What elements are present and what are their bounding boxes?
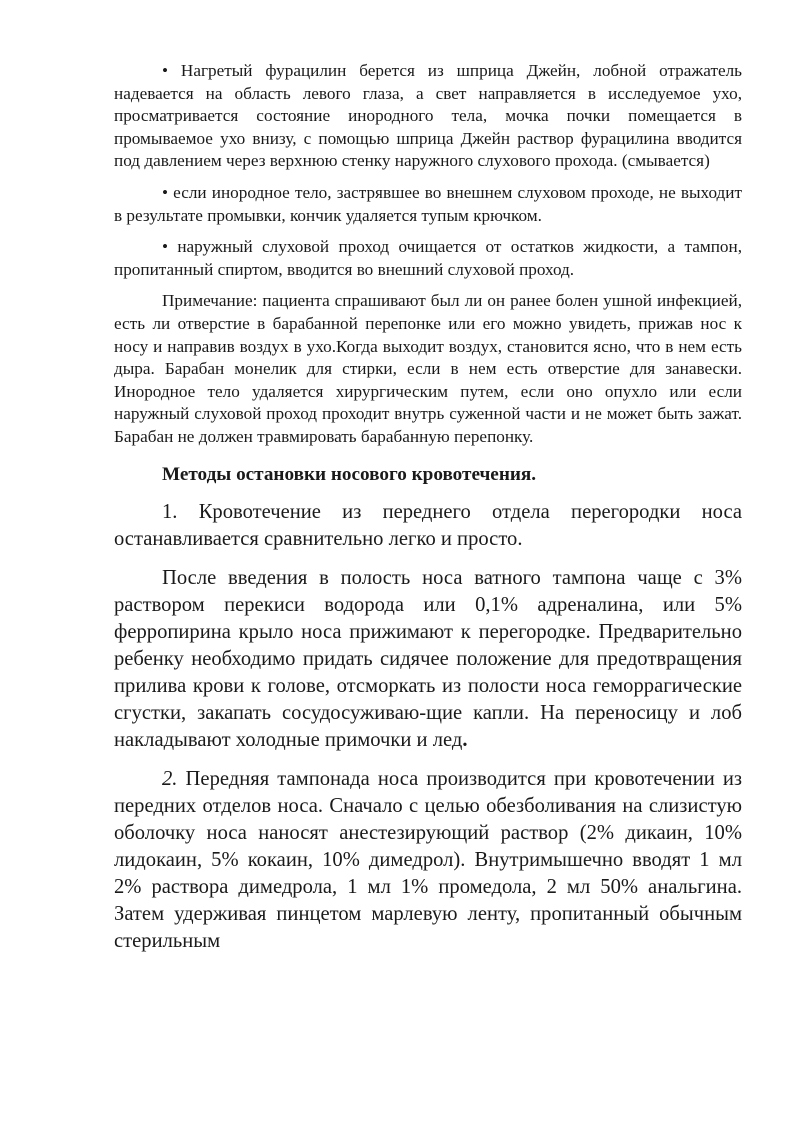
section-heading: Методы остановки носового кровотечения. <box>162 463 537 485</box>
bullet-paragraph-1: • Нагретый фурацилин берется из шприца Джейн, лобной отражатель надевается на область левого глаза, а свет направляется в исследуемое ухо, просматривается состояние инородного тела, мочка почки помещается в промываемое ухо внизу, с помощью шприца Джейн раствор фурацилина вводится под давлением через верхнюю стенку наружного слухового прохода. (смывается) <box>114 61 742 171</box>
note-paragraph: Примечание: пациента спрашивают был ли он ранее болен ушной инфекцией, есть ли отверстие в барабанной перепонке или его можно увидеть, прижав нос к носу и направив воздух в ухо.Когда выходит воздух, становится ясно, что в нем есть дыра. Барабан монелик для стирки, если в нем есть отверстие для занавески. Инородное тело удаляется хирургическим путем, если оно опухло или если наружный слуховой проход проходит внутрь суженной части и не может быть зажат. Барабан не должен травмировать барабанную перепонку. <box>114 291 742 446</box>
body-paragraph-end: . <box>462 728 468 751</box>
document-page <box>114 60 742 955</box>
bullet-paragraph-3: • наружный слуховой проход очищается от остатков жидкости, а тампон, пропитанный спиртом, вводится во внешний слуховой проход. <box>114 237 742 279</box>
body-paragraph <box>114 565 742 754</box>
numbered-item-2 <box>114 766 742 955</box>
item-2-text: Передняя тампонада носа производится при кровотечении из передних отделов носа. Сначало с целью обезболивания на слизистую оболочку носа наносят анестезирующий раствор (2% дикаин, 10% лидокаин, 5% кокаин, 10% димедрол). Внутримышечно вводят 1 мл 2% раствора димедрола, 1 мл 1% промедола, 2 мл 50% анальгина. Затем удерживая пинцетом марлевую ленту, пропитанный обычным стерильным <box>114 767 742 952</box>
item-2-number: 2. <box>162 767 178 790</box>
numbered-item-1: 1. Кровотечение из переднего отдела перегородки носа останавливается сравнительно легко и просто. <box>114 500 742 550</box>
bullet-paragraph-2: • если инородное тело, застрявшее во внешнем слуховом проходе, не выходит в результате промывки, кончик удаляется тупым крючком. <box>114 182 742 225</box>
body-paragraph-text: После введения в полость носа ватного тампона чаще с 3% раствором перекиси водорода или 0,1% адреналина, или 5% ферропирина крыло носа прижимают к перегородке. Предварительно ребенку необходимо придать сидячее положение для предотвращения прилива крови к голове, отсморкать из полости носа геморрагические сгустки, закапать сосудосуживаю-щие капли. На переносицу и лоб накладывают холодные примочки и лед <box>114 566 742 751</box>
